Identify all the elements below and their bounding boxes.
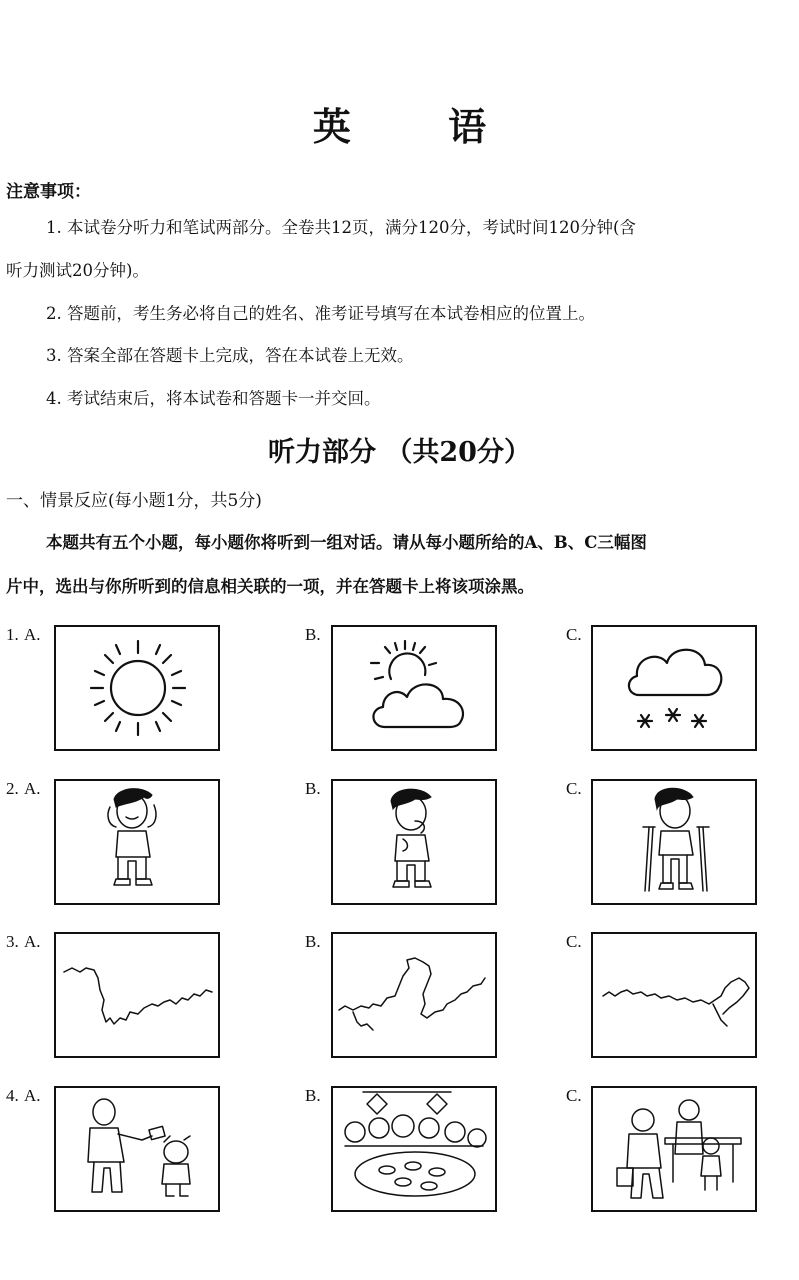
sun-icon <box>56 627 218 749</box>
question-3-option-a[interactable] <box>54 932 220 1058</box>
question-3-option-b[interactable] <box>331 932 497 1058</box>
notice-item-1: 1. 本试卷分听力和笔试两部分。全卷共12页，满分120分，考试时间120分钟(含 <box>46 218 636 237</box>
option-label: A. <box>24 625 41 644</box>
question-2-option-a[interactable] <box>54 779 220 905</box>
option-label: B. <box>305 779 321 798</box>
section1-instruction-1: 本题共有五个小题，每小题你将听到一组对话。请从每小题所给的A、B、C三幅图 <box>46 533 647 552</box>
map-outline-a-icon <box>56 934 218 1056</box>
notice-item-4: 4. 考试结束后，将本试卷和答题卡一并交回。 <box>46 389 381 408</box>
option-label: C. <box>566 932 582 951</box>
question-2-option-c[interactable] <box>591 779 757 905</box>
section1-instruction-2: 片中，选出与你所听到的信息相关联的一项，并在答题卡上将该项涂黑。 <box>6 577 534 596</box>
notice-heading: 注意事项： <box>6 182 91 202</box>
notice-item-3: 3. 答案全部在答题卡上完成，答在本试卷上无效。 <box>46 346 414 365</box>
question-number: 4. <box>6 1086 19 1105</box>
question-3-option-c[interactable] <box>591 932 757 1058</box>
question-number: 2. <box>6 779 19 798</box>
page-title: 英 语 <box>312 104 529 149</box>
question-2-option-b[interactable] <box>331 779 497 905</box>
man-giving-red-envelope-icon <box>56 1088 218 1210</box>
option-label: B. <box>305 625 321 644</box>
notice-item-2: 2. 答题前，考生务必将自己的姓名、准考证号填写在本试卷相应的位置上。 <box>46 304 595 323</box>
family-dinner-icon <box>333 1088 495 1210</box>
option-label: A. <box>24 932 41 951</box>
question-1-option-c[interactable] <box>591 625 757 751</box>
map-outline-c-icon <box>593 934 755 1056</box>
question-4-option-a[interactable] <box>54 1086 220 1212</box>
question-4-option-b[interactable] <box>331 1086 497 1212</box>
option-label: A. <box>24 779 41 798</box>
option-label: A. <box>24 1086 41 1105</box>
notice-item-1-cont: 听力测试20分钟)。 <box>6 261 149 280</box>
option-label: C. <box>566 625 582 644</box>
option-label: B. <box>305 932 321 951</box>
listening-section-title: 听力部分 （共20分） <box>268 437 531 468</box>
boy-toothache-icon <box>333 781 495 903</box>
question-number: 3. <box>6 932 19 951</box>
option-label: C. <box>566 1086 582 1105</box>
boy-headache-icon <box>56 781 218 903</box>
option-label: C. <box>566 779 582 798</box>
map-outline-b-icon <box>333 934 495 1056</box>
cloud-snow-icon <box>593 627 755 749</box>
question-1-option-a[interactable] <box>54 625 220 751</box>
boy-crutches-icon <box>593 781 755 903</box>
shopping-family-icon <box>593 1088 755 1210</box>
section1-heading: 一、情景反应(每小题1分，共5分) <box>6 491 262 511</box>
option-label: B. <box>305 1086 321 1105</box>
question-4-option-c[interactable] <box>591 1086 757 1212</box>
question-number: 1. <box>6 625 19 644</box>
question-1-option-b[interactable] <box>331 625 497 751</box>
sun-behind-cloud-icon <box>333 627 495 749</box>
